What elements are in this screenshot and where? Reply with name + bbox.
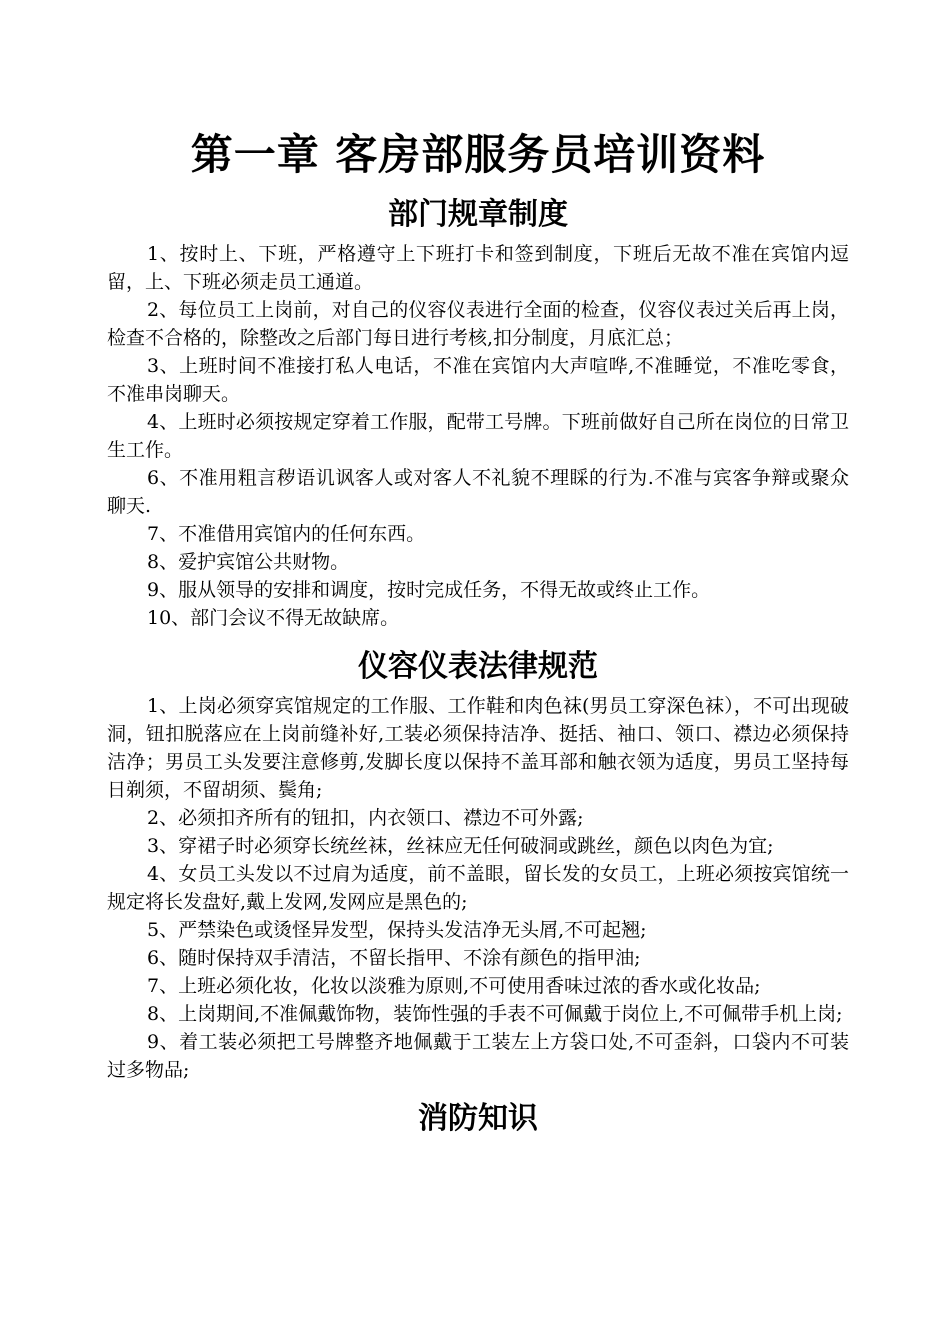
list-item: 8、爱护宾馆公共财物。 <box>147 551 350 573</box>
list-item: 2、每位员工上岗前，对自己的仪容仪表进行全面的检查，仪容仪表过关后再上岗，检查不合格的，除整改之后部门每日进行考核,扣分制度，月底汇总； <box>107 299 849 349</box>
list-item: 3、穿裙子时必须穿长统丝袜，丝袜应无任何破洞或跳丝，颜色以肉色为宜; <box>147 835 774 857</box>
list-item: 2、必须扣齐所有的钮扣，内衣领口、襟边不可外露; <box>147 807 584 829</box>
list-item: 7、上班必须化妆，化妆以淡雅为原则,不可使用香味过浓的香水或化妆品; <box>147 975 761 997</box>
list-item: 5、严禁染色或烫怪异发型，保持头发洁净无头屑,不可起翘; <box>147 919 647 941</box>
list-item: 6、不准用粗言秽语讥讽客人或对客人不礼貌不理睬的行为.不准与宾客争辩或聚众聊天. <box>107 467 849 517</box>
list-item: 3、上班时间不准接打私人电话，不准在宾馆内大声喧哗,不准睡觉，不准吃零食，不准串岗聊天。 <box>107 355 849 405</box>
list-item: 1、按时上、下班，严格遵守上下班打卡和签到制度，下班后无故不准在宾馆内逗留，上、下班必须走员工通道。 <box>107 243 849 293</box>
list-item: 9、服从领导的安排和调度，按时完成任务，不得无故或终止工作。 <box>147 579 711 601</box>
section-fire-safety <box>107 1094 849 1144</box>
section-heading: 部门规章制度 <box>388 197 568 232</box>
section-heading: 消防知识 <box>418 1101 538 1136</box>
rules-list <box>107 240 849 632</box>
list-item: 1、上岗必须穿宾馆规定的工作服、工作鞋和肉色袜(男员工穿深色袜），不可出现破洞，钮扣脱落应在上岗前缝补好,工装必须保持洁净、挺括、袖口、领口、襟边必须保持洁净；男员工头发要注意修剪,发脚长度以保持不盖耳部和触衣领为适度，男员工坚持每日剃须，不留胡须、鬓角; <box>107 695 849 801</box>
appearance-list <box>107 692 849 1084</box>
list-item: 7、不准借用宾馆内的任何东西。 <box>147 523 426 545</box>
section-department-rules <box>107 190 849 632</box>
list-item: 8、上岗期间,不准佩戴饰物，装饰性强的手表不可佩戴于岗位上,不可佩带手机上岗; <box>147 1003 843 1025</box>
list-item: 4、女员工头发以不过肩为适度，前不盖眼，留长发的女员工，上班必须按宾馆统一规定将长发盘好,戴上发网,发网应是黑色的; <box>107 863 849 913</box>
section-appearance-standards <box>107 642 849 1084</box>
document-page <box>107 120 849 1144</box>
list-item: 10、部门会议不得无故缺席。 <box>147 607 400 629</box>
list-item: 9、着工装必须把工号牌整齐地佩戴于工装左上方袋口处,不可歪斜，口袋内不可装过多物品; <box>107 1031 849 1081</box>
list-item: 4、上班时必须按规定穿着工作服，配带工号牌。下班前做好自己所在岗位的日常卫生工作。 <box>107 411 849 461</box>
list-item: 6、随时保持双手清洁，不留长指甲、不涂有颜色的指甲油; <box>147 947 641 969</box>
document-title: 第一章 客房部服务员培训资料 <box>190 130 766 179</box>
section-heading: 仪容仪表法律规范 <box>358 649 598 684</box>
